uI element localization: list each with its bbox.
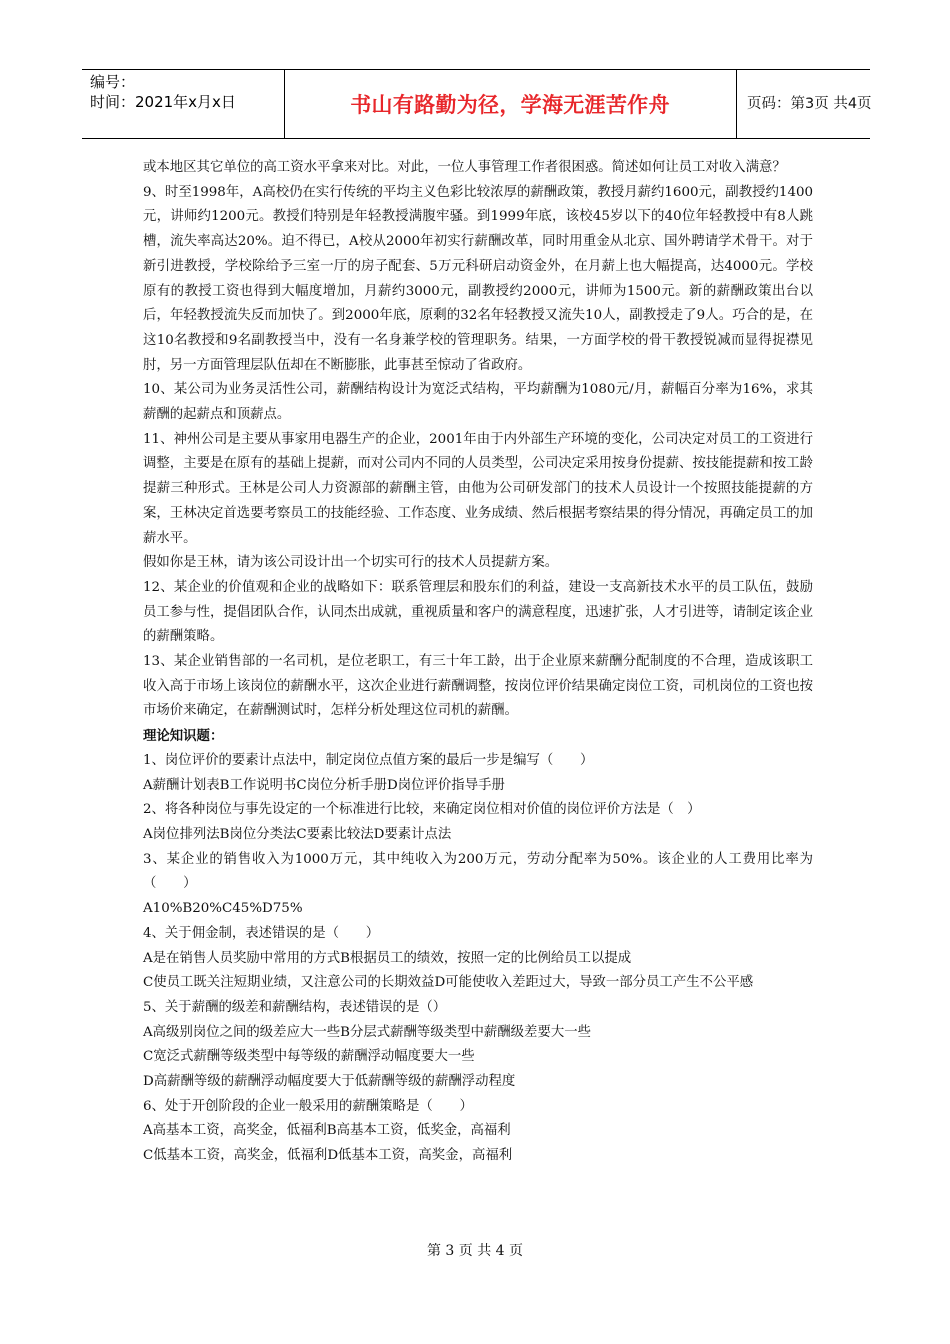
mcq-6: 6、处于开创阶段的企业一般采用的薪酬策略是（ ） <box>143 1098 473 1114</box>
mcq-5-option-c: C宽泛式薪酬等级类型中每等级的薪酬浮动幅度要大一些 <box>143 1049 475 1065</box>
mcq-2: 2、将各种岗位与事先设定的一个标准进行比较，来确定岗位相对价值的岗位评价方法是（ ） <box>143 802 701 818</box>
mcq-6-options-cd: C低基本工资，高奖金，低福利D低基本工资，高奖金，高福利 <box>143 1148 513 1164</box>
mcq-5-option-d: D高薪酬等级的薪酬浮动幅度要大于低薪酬等级的薪酬浮动程度 <box>143 1074 516 1090</box>
mcq-3: 3、某企业的销售收入为1000万元，其中纯收入为200万元，劳动分配率为50%。该企业的人工费用比率为（ ） <box>143 851 813 892</box>
header-page-cell <box>737 70 870 138</box>
mcq-5: 5、关于薪酬的级差和薪酬结构，表述错误的是（） <box>143 999 447 1015</box>
document-date: 时间：2021年x月x日 <box>90 93 236 111</box>
mcq-1: 1、岗位评价的要素计点法中，制定岗位点值方案的最后一步是编写（ ） <box>143 752 594 768</box>
mcq-4-options-cd: C使员工既关注短期业绩，又注意公司的长期效益D可能使收入差距过大，导致一部分员工产生不公平感 <box>143 975 754 991</box>
question-10: 10、某公司为业务灵活性公司，薪酬结构设计为宽泛式结构，平均薪酬为1080元/月，薪幅百分率为16%，求其薪酬的起薪点和顶薪点。 <box>143 382 813 423</box>
mcq-4: 4、关于佣金制，表述错误的是（ ） <box>143 925 380 941</box>
paragraph: 或本地区其它单位的高工资水平拿来对比。对此，一位人事管理工作者很困惑。简述如何让员工对收入满意？ <box>143 160 786 175</box>
mcq-2-options: A岗位排列法B岗位分类法C要素比较法D要素计点法 <box>143 826 452 842</box>
document-number-label: 编号： <box>90 73 136 91</box>
header-page-info: 页码：第3页 共4页 <box>747 96 872 112</box>
mcq-5-options-ab: A高级别岗位之间的级差应大一些B分层式薪酬等级类型中薪酬级差要大一些 <box>143 1024 592 1040</box>
question-11-task: 假如你是王林，请为该公司设计出一个切实可行的技术人员提薪方案。 <box>143 555 559 571</box>
question-9: 9、时至1998年，A高校仍在实行传统的平均主义色彩比较浓厚的薪酬政策，教授月薪约1600元，副教授约1400元，讲师约1200元。教授们特别是年轻教授满腹牢骚。到1999年底，该校45岁以下的40位年轻教授中有8人跳槽，流失率高达20%。迫不得已，A校从2000年初实行薪酬改革，同时用重金从北京、国外聘请学术骨干。对于新引进教授，学校除给予三室一厅的房子配套、5万元科研启动资金外，在月薪上也大幅提高，达4000元。学校原有的教授工资也得到大幅度增加，月薪约3000元，副教授约2000元，讲师为1500元。新的薪酬政策出台以后，年轻教授流失反而加快了。到2000年底，原剩的32名年轻教授又流失10人，副教授走了9人。巧合的是，在这10名教授和9名副教授当中，没有一名身兼学校的管理职务。结果，一方面学校的骨干教授锐减而显得捉襟见肘，另一方面管理层队伍却在不断膨胀，此事甚至惊动了省政府。 <box>143 184 813 373</box>
question-13: 13、某企业销售部的一名司机，是位老职工，有三十年工龄，出于企业原来薪酬分配制度的不合理，造成该职工收入高于市场上该岗位的薪酬水平，这次企业进行薪酬调整，按岗位评价结果确定岗位工资，司机岗位的工资也按市场价来确定，在薪酬测试时，怎样分析处理这位司机的薪酬。 <box>143 654 813 719</box>
section-heading-theory: 理论知识题： <box>143 728 224 745</box>
mcq-1-options: A薪酬计划表B工作说明书C岗位分析手册D岗位评价指导手册 <box>143 777 505 793</box>
header-motto: 书山有路勤为径，学海无涯苦作舟 <box>350 93 670 117</box>
page-header <box>82 69 870 139</box>
question-12: 12、某企业的价值观和企业的战略如下：联系管理层和股东们的利益，建设一支高新技术水平的员工队伍，鼓励员工参与性，提倡团队合作，认同杰出成就，重视质量和客户的满意程度，迅速扩张，人才引进等，请制定该企业的薪酬策略。 <box>143 579 813 645</box>
mcq-4-options-ab: A是在销售人员奖励中常用的方式B根据员工的绩效，按照一定的比例给员工以提成 <box>143 950 632 966</box>
document-body <box>143 156 813 1169</box>
mcq-3-options: A10%B20%C45%D75% <box>143 901 303 917</box>
header-meta-cell <box>82 70 285 138</box>
question-11: 11、神州公司是主要从事家用电器生产的企业，2001年由于内外部生产环境的变化，公司决定对员工的工资进行调整，主要是在原有的基础上提薪，而对公司内不同的人员类型，公司决定采用按身份提薪、按技能提薪和按工龄提薪三种形式。王林是公司人力资源部的薪酬主管，由他为公司研发部门的技术人员设计一个按照技能提薪的方案，王林决定首选要考察员工的技能经验、工作态度、业务成绩、然后根据考察结果的得分情况，再确定员工的加薪水平。 <box>143 431 813 546</box>
header-motto-cell <box>284 70 737 138</box>
page-footer: 第 3 页 共 4 页 <box>426 1243 524 1259</box>
mcq-6-options-ab: A高基本工资，高奖金，低福利B高基本工资，低奖金，高福利 <box>143 1123 511 1139</box>
